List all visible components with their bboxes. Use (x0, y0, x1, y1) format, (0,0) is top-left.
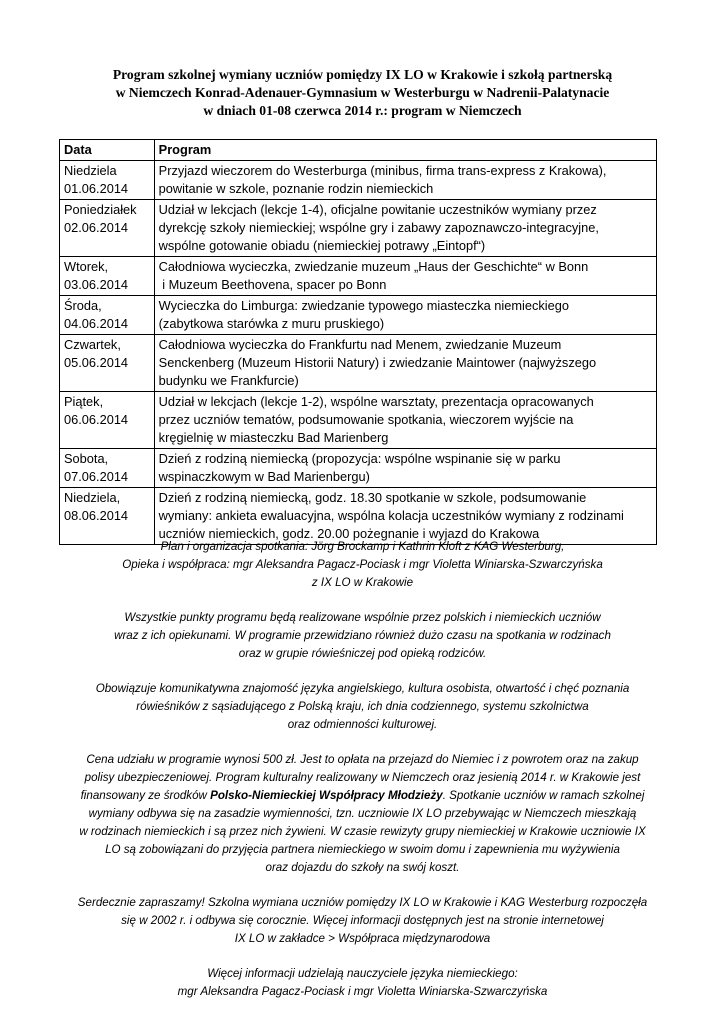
day-name: Czwartek, (64, 337, 121, 352)
table-header-row (60, 140, 657, 161)
cost-paragraph (40, 751, 685, 877)
day-name: Niedziela, (64, 490, 121, 505)
day-name: Poniedziałek (64, 202, 137, 217)
table-row (60, 488, 657, 545)
day-date: 05.06.2014 (64, 355, 129, 370)
date-cell (60, 392, 155, 449)
table-row (60, 257, 657, 296)
note-line: oraz odmienności kulturowej. (287, 718, 438, 731)
note-line (40, 787, 685, 805)
organization-paragraph (40, 538, 685, 592)
program-line: kręgielnię w miasteczku Bad Marienberg (158, 430, 389, 445)
note-line: rówieśników z sąsiadującego z Polską kraju, ich dnia codziennego, systemu szkolnictwa (136, 700, 589, 713)
note-line: wraz z ich opiekunami. W programie przewidziano również dużo czasu na spotkania w rodzinach (114, 629, 611, 642)
note-line: z IX LO w Krakowie (311, 576, 414, 589)
note-line: Serdecznie zapraszamy! Szkolna wymiana uczniów pomiędzy IX LO w Krakowie i KAG Westerburg rozpoczęła (77, 896, 648, 909)
program-line: (zabytkowa starówka z muru pruskiego) (158, 316, 385, 331)
program-line: Wycieczka do Limburga: zwiedzanie typowego miasteczka niemieckiego (158, 298, 569, 313)
note-line: w rodzinach niemieckich i są przez nich żywieni. W czasie rewizyty grupy niemieckiej w Krakowie uczniowie IX (79, 825, 646, 838)
program-line: powitanie w szkole, poznanie rodzin niemieckich (158, 181, 434, 196)
date-cell (60, 449, 155, 488)
program-line: Dzień z rodziną niemiecką, godz. 18.30 spotkanie w szkole, podsumowanie (158, 490, 587, 505)
table-row (60, 161, 657, 200)
program-line: budynku we Frankfurcie) (158, 373, 299, 388)
title-line: w dniach 01-08 czerwca 2014 r.: program w Niemczech (203, 103, 522, 118)
table-row (60, 449, 657, 488)
day-name: Sobota, (64, 451, 109, 466)
date-cell (60, 296, 155, 335)
note-line: polisy ubezpieczeniowej. Program kulturalny realizowany w Niemczech oraz jesienią 2014 r. w Krakowie jest (84, 771, 641, 784)
program-cell (154, 296, 656, 335)
date-cell (60, 161, 155, 200)
program-line: Senckenberg (Muzeum Historii Natury) i zwiedzanie Maintower (najwyższego (158, 355, 597, 370)
program-line: Całodniowa wycieczka do Frankfurtu nad Menem, zwiedzanie Muzeum (158, 337, 562, 352)
program-line: uczniów niemieckich, godz. 20.00 pożegnanie i wyjazd do Krakowa (158, 526, 540, 541)
program-line: dyrekcję szkoły niemieckiej; wspólne gry i zabawy zapoznawczo-integracyjne, (158, 220, 599, 235)
program-line: Udział w lekcjach (lekcje 1-4), oficjalne powitanie uczestników wymiany przez (158, 202, 597, 217)
program-cell (154, 335, 656, 392)
program-cell (154, 392, 656, 449)
table-row (60, 392, 657, 449)
requirements-paragraph (40, 680, 685, 734)
contact-paragraph (40, 965, 685, 1001)
program-line: Udział w lekcjach (lekcje 1-2), wspólne warsztaty, prezentacja opracowanych (158, 394, 594, 409)
note-line: Cena udziału w programie wynosi 500 zł. Jest to opłata na przejazd do Niemiec i z powrotem oraz na zakup (86, 753, 639, 766)
notes-section (40, 538, 685, 1018)
note-line: Plan i organizacja spotkania: Jörg Brockamp i Kathrin Kloft z KAG Westerburg, (160, 540, 565, 553)
date-cell (60, 257, 155, 296)
program-line: i Muzeum Beethovena, spacer po Bonn (158, 277, 387, 292)
note-line: Więcej informacji udzielają nauczyciele języka niemieckiego: (207, 967, 518, 980)
day-name: Niedziela (64, 163, 117, 178)
document-title (60, 66, 665, 120)
title-line: w Niemczech Konrad-Adenauer-Gymnasium w Westerburgu w Nadrenii-Palatynacie (115, 85, 610, 100)
header-date: Data (60, 140, 155, 161)
table-row (60, 335, 657, 392)
joint-program-paragraph (40, 609, 685, 663)
day-date: 07.06.2014 (64, 469, 129, 484)
day-date: 04.06.2014 (64, 316, 129, 331)
note-line: Obowiązuje komunikatywna znajomość języka angielskiego, kultura osobista, otwartość i chęć poznania (95, 682, 630, 695)
note-line: oraz dojazdu do szkoły na swój koszt. (265, 861, 460, 874)
day-date: 03.06.2014 (64, 277, 129, 292)
table-row (60, 296, 657, 335)
funding-org-name: Polsko-Niemieckiej Współpracy Młodzieży (210, 789, 443, 802)
program-cell (154, 257, 656, 296)
day-date: 08.06.2014 (64, 508, 129, 523)
note-line: wymiany odbywa się na zasadzie wymienności, tzn. uczniowie IX LO przebywając w Niemczech mieszkają (88, 807, 637, 820)
program-line: wspólne gotowanie obiadu (niemieckiej potrawy „Eintopf“) (158, 238, 486, 253)
program-cell (154, 161, 656, 200)
title-line: Program szkolnej wymiany uczniów pomiędzy IX LO w Krakowie i szkołą partnerską (112, 67, 613, 82)
invitation-paragraph (40, 894, 685, 948)
program-cell (154, 200, 656, 257)
program-cell (154, 488, 656, 545)
note-text: . Spotkanie uczniów w ramach szkolnej (442, 789, 645, 802)
program-line: wymiany: ankieta ewaluacyjna, wspólna kolacja uczestników wymiany z rodzinami (158, 508, 624, 523)
day-name: Wtorek, (64, 259, 109, 274)
date-cell (60, 488, 155, 545)
program-line: Całodniowa wycieczka, zwiedzanie muzeum „Haus der Geschichte“ w Bonn (158, 259, 589, 274)
note-line: LO są zobowiązani do przyjęcia partnera niemieckiego w swoim domu i zapewnienia mu wyżywienia (105, 843, 620, 856)
note-line: Wszystkie punkty programu będą realizowane wspólnie przez polskich i niemieckich uczniów (124, 611, 601, 624)
table-row (60, 200, 657, 257)
day-name: Środa, (64, 298, 102, 313)
header-program: Program (154, 140, 656, 161)
note-line: się w 2002 r. i odbywa się corocznie. Więcej informacji dostępnych jest na stronie internetowej (121, 914, 604, 927)
program-cell (154, 449, 656, 488)
note-text: finansowany ze środków (80, 789, 211, 802)
note-line: Opieka i współpraca: mgr Aleksandra Pagacz-Pociask i mgr Violetta Winiarska-Szwarczyńska (122, 558, 603, 571)
program-line: Dzień z rodziną niemiecką (propozycja: wspólne wspinanie się w parku (158, 451, 561, 466)
date-cell (60, 335, 155, 392)
day-date: 02.06.2014 (64, 220, 129, 235)
note-line: oraz w grupie rówieśniczej pod opieką rodziców. (238, 647, 487, 660)
program-line: przez uczniów tematów, podsumowanie spotkania, wieczorem wyjście na (158, 412, 574, 427)
day-name: Piątek, (64, 394, 104, 409)
program-line: Przyjazd wieczorem do Westerburga (minibus, firma trans-express z Krakowa), (158, 163, 607, 178)
date-cell (60, 200, 155, 257)
program-table (59, 139, 657, 545)
note-line: mgr Aleksandra Pagacz-Pociask i mgr Violetta Winiarska-Szwarczyńska (177, 985, 548, 998)
day-date: 06.06.2014 (64, 412, 129, 427)
note-line: IX LO w zakładce > Współpraca międzynarodowa (234, 932, 491, 945)
program-line: wspinaczkowym w Bad Marienbergu) (158, 469, 370, 484)
day-date: 01.06.2014 (64, 181, 129, 196)
